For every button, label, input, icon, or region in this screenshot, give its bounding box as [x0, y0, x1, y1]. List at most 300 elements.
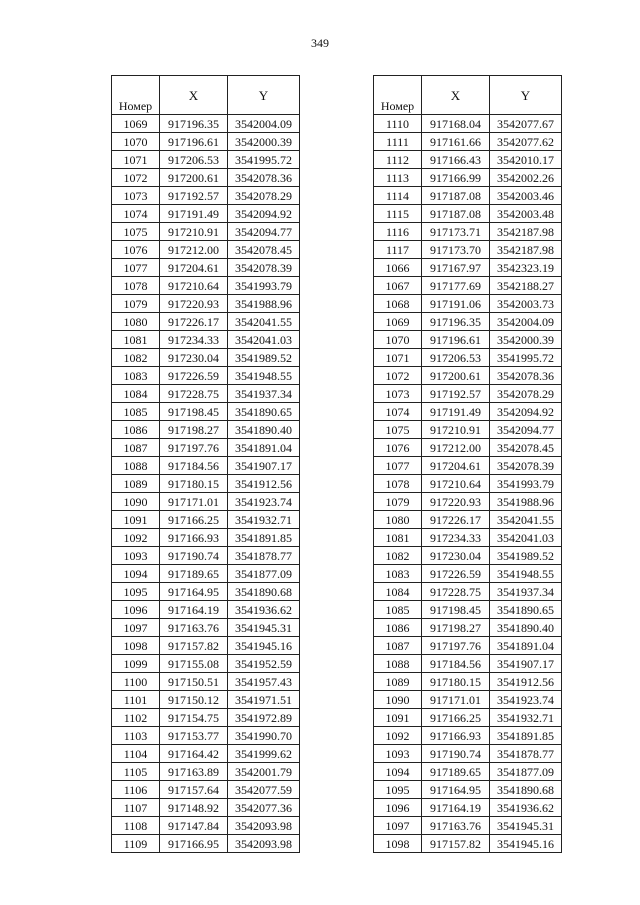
cell-y: 3541948.55 — [490, 565, 562, 583]
table-row — [112, 277, 300, 295]
cell-y: 3541936.62 — [228, 601, 300, 619]
cell-y: 3542187.98 — [490, 223, 562, 241]
cell-number: 1097 — [112, 619, 160, 637]
table-row — [374, 673, 562, 691]
cell-y: 3542003.73 — [490, 295, 562, 313]
cell-y: 3541937.34 — [228, 385, 300, 403]
cell-y: 3542078.39 — [490, 457, 562, 475]
table-row — [374, 709, 562, 727]
cell-x: 917226.17 — [160, 313, 228, 331]
cell-y: 3542077.36 — [228, 799, 300, 817]
table-row — [374, 223, 562, 241]
cell-number: 1078 — [112, 277, 160, 295]
coordinates-table-left — [111, 75, 300, 853]
cell-number: 1089 — [374, 673, 422, 691]
cell-x: 917234.33 — [422, 529, 490, 547]
cell-number: 1069 — [374, 313, 422, 331]
table-row — [374, 115, 562, 133]
cell-y: 3541971.51 — [228, 691, 300, 709]
table-row — [374, 313, 562, 331]
table-row — [374, 745, 562, 763]
table-row — [112, 529, 300, 547]
table-row — [374, 259, 562, 277]
cell-number: 1098 — [374, 835, 422, 853]
cell-y: 3542004.09 — [228, 115, 300, 133]
cell-number: 1080 — [374, 511, 422, 529]
cell-x: 917166.95 — [160, 835, 228, 853]
cell-x: 917184.56 — [422, 655, 490, 673]
table-row — [374, 367, 562, 385]
header-x: X — [160, 76, 228, 115]
cell-number: 1075 — [112, 223, 160, 241]
cell-number: 1109 — [112, 835, 160, 853]
cell-x: 917184.56 — [160, 457, 228, 475]
cell-number: 1076 — [374, 439, 422, 457]
cell-number: 1117 — [374, 241, 422, 259]
cell-y: 3541878.77 — [490, 745, 562, 763]
cell-x: 917164.95 — [422, 781, 490, 799]
cell-y: 3542077.59 — [228, 781, 300, 799]
cell-x: 917164.19 — [422, 799, 490, 817]
cell-x: 917166.43 — [422, 151, 490, 169]
cell-x: 917168.04 — [422, 115, 490, 133]
cell-y: 3542041.55 — [490, 511, 562, 529]
cell-y: 3542078.29 — [490, 385, 562, 403]
cell-number: 1088 — [374, 655, 422, 673]
cell-number: 1084 — [112, 385, 160, 403]
cell-x: 917167.97 — [422, 259, 490, 277]
cell-number: 1091 — [112, 511, 160, 529]
cell-number: 1068 — [374, 295, 422, 313]
cell-x: 917157.82 — [160, 637, 228, 655]
cell-number: 1074 — [374, 403, 422, 421]
table-row — [374, 421, 562, 439]
cell-x: 917155.08 — [160, 655, 228, 673]
cell-number: 1092 — [374, 727, 422, 745]
cell-x: 917153.77 — [160, 727, 228, 745]
cell-x: 917166.99 — [422, 169, 490, 187]
table-row — [112, 295, 300, 313]
table-row — [374, 583, 562, 601]
table-header-row — [374, 76, 562, 115]
cell-y: 3542041.03 — [228, 331, 300, 349]
cell-y: 3541957.43 — [228, 673, 300, 691]
cell-number: 1078 — [374, 475, 422, 493]
cell-number: 1094 — [112, 565, 160, 583]
table-row — [374, 835, 562, 853]
table-row — [374, 547, 562, 565]
table-row — [374, 349, 562, 367]
cell-x: 917197.76 — [160, 439, 228, 457]
cell-y: 3541891.04 — [228, 439, 300, 457]
cell-y: 3542078.45 — [228, 241, 300, 259]
cell-number: 1082 — [112, 349, 160, 367]
cell-x: 917163.76 — [422, 817, 490, 835]
table-row — [112, 493, 300, 511]
table-header-row — [112, 76, 300, 115]
cell-x: 917226.59 — [422, 565, 490, 583]
table-row — [112, 763, 300, 781]
cell-x: 917192.57 — [422, 385, 490, 403]
cell-x: 917150.12 — [160, 691, 228, 709]
table-row — [112, 691, 300, 709]
cell-y: 3541877.09 — [228, 565, 300, 583]
cell-number: 1089 — [112, 475, 160, 493]
cell-x: 917230.04 — [422, 547, 490, 565]
cell-number: 1084 — [374, 583, 422, 601]
table-row — [374, 691, 562, 709]
cell-number: 1085 — [112, 403, 160, 421]
cell-y: 3541912.56 — [490, 673, 562, 691]
cell-number: 1090 — [112, 493, 160, 511]
cell-number: 1081 — [374, 529, 422, 547]
cell-y: 3541891.04 — [490, 637, 562, 655]
cell-number: 1073 — [374, 385, 422, 403]
table-row — [112, 439, 300, 457]
cell-number: 1071 — [374, 349, 422, 367]
cell-x: 917191.06 — [422, 295, 490, 313]
cell-x: 917147.84 — [160, 817, 228, 835]
cell-y: 3541945.31 — [228, 619, 300, 637]
cell-x: 917226.17 — [422, 511, 490, 529]
cell-y: 3541936.62 — [490, 799, 562, 817]
cell-number: 1114 — [374, 187, 422, 205]
cell-y: 3541891.85 — [490, 727, 562, 745]
cell-number: 1115 — [374, 205, 422, 223]
cell-x: 917196.61 — [160, 133, 228, 151]
cell-x: 917171.01 — [160, 493, 228, 511]
cell-y: 3541972.89 — [228, 709, 300, 727]
cell-y: 3541945.31 — [490, 817, 562, 835]
table-row — [112, 601, 300, 619]
cell-x: 917164.19 — [160, 601, 228, 619]
cell-y: 3542010.17 — [490, 151, 562, 169]
cell-x: 917196.35 — [422, 313, 490, 331]
cell-number: 1098 — [112, 637, 160, 655]
cell-y: 3541932.71 — [228, 511, 300, 529]
table-row — [374, 781, 562, 799]
cell-number: 1096 — [374, 799, 422, 817]
table-row — [374, 475, 562, 493]
cell-x: 917187.08 — [422, 205, 490, 223]
table-row — [112, 475, 300, 493]
cell-x: 917192.57 — [160, 187, 228, 205]
cell-x: 917164.95 — [160, 583, 228, 601]
cell-x: 917171.01 — [422, 691, 490, 709]
cell-number: 1070 — [374, 331, 422, 349]
cell-number: 1072 — [374, 367, 422, 385]
cell-y: 3542004.09 — [490, 313, 562, 331]
cell-number: 1087 — [374, 637, 422, 655]
cell-y: 3541891.85 — [228, 529, 300, 547]
cell-y: 3542002.26 — [490, 169, 562, 187]
table-row — [112, 223, 300, 241]
table-row — [112, 511, 300, 529]
table-row — [112, 313, 300, 331]
table-row — [112, 799, 300, 817]
cell-number: 1106 — [112, 781, 160, 799]
cell-x: 917173.70 — [422, 241, 490, 259]
table-row — [112, 565, 300, 583]
table-row — [374, 637, 562, 655]
cell-number: 1075 — [374, 421, 422, 439]
cell-number: 1072 — [112, 169, 160, 187]
cell-y: 3541923.74 — [228, 493, 300, 511]
cell-x: 917166.25 — [160, 511, 228, 529]
table-row — [374, 565, 562, 583]
cell-x: 917197.76 — [422, 637, 490, 655]
cell-number: 1087 — [112, 439, 160, 457]
table-row — [112, 547, 300, 565]
table-row — [374, 385, 562, 403]
cell-y: 3541993.79 — [490, 475, 562, 493]
cell-y: 3541890.40 — [228, 421, 300, 439]
coordinates-table-right — [373, 75, 562, 853]
cell-x: 917196.61 — [422, 331, 490, 349]
cell-x: 917220.93 — [422, 493, 490, 511]
cell-y: 3542000.39 — [228, 133, 300, 151]
cell-number: 1069 — [112, 115, 160, 133]
cell-y: 3542323.19 — [490, 259, 562, 277]
cell-x: 917210.91 — [422, 421, 490, 439]
table-row — [112, 583, 300, 601]
table-row — [374, 817, 562, 835]
cell-number: 1086 — [374, 619, 422, 637]
cell-y: 3541890.65 — [228, 403, 300, 421]
cell-number: 1082 — [374, 547, 422, 565]
cell-x: 917173.71 — [422, 223, 490, 241]
cell-y: 3541923.74 — [490, 691, 562, 709]
cell-x: 917196.35 — [160, 115, 228, 133]
cell-y: 3541952.59 — [228, 655, 300, 673]
table-row — [112, 727, 300, 745]
table-row — [112, 817, 300, 835]
cell-number: 1074 — [112, 205, 160, 223]
cell-y: 3541932.71 — [490, 709, 562, 727]
cell-number: 1076 — [112, 241, 160, 259]
cell-y: 3541999.62 — [228, 745, 300, 763]
cell-x: 917190.74 — [160, 547, 228, 565]
table-row — [112, 115, 300, 133]
cell-x: 917212.00 — [160, 241, 228, 259]
cell-x: 917180.15 — [160, 475, 228, 493]
cell-number: 1112 — [374, 151, 422, 169]
cell-x: 917200.61 — [422, 367, 490, 385]
cell-x: 917198.45 — [160, 403, 228, 421]
cell-number: 1093 — [374, 745, 422, 763]
header-x: X — [422, 76, 490, 115]
cell-number: 1091 — [374, 709, 422, 727]
table-row — [112, 655, 300, 673]
cell-y: 3541945.16 — [228, 637, 300, 655]
cell-x: 917198.45 — [422, 601, 490, 619]
cell-y: 3541890.65 — [490, 601, 562, 619]
table-row — [112, 349, 300, 367]
header-nomer: Номер — [112, 76, 160, 115]
cell-y: 3541995.72 — [228, 151, 300, 169]
table-row — [374, 799, 562, 817]
cell-x: 917206.53 — [160, 151, 228, 169]
cell-y: 3542000.39 — [490, 331, 562, 349]
table-row — [112, 457, 300, 475]
cell-number: 1110 — [374, 115, 422, 133]
table-row — [112, 169, 300, 187]
cell-number: 1105 — [112, 763, 160, 781]
table-row — [112, 331, 300, 349]
cell-x: 917191.49 — [422, 403, 490, 421]
table-row — [112, 133, 300, 151]
cell-x: 917190.74 — [422, 745, 490, 763]
cell-y: 3541890.68 — [228, 583, 300, 601]
cell-number: 1086 — [112, 421, 160, 439]
table-row — [374, 727, 562, 745]
cell-y: 3541890.40 — [490, 619, 562, 637]
cell-y: 3542077.62 — [490, 133, 562, 151]
cell-x: 917210.64 — [160, 277, 228, 295]
cell-x: 917198.27 — [422, 619, 490, 637]
cell-number: 1090 — [374, 691, 422, 709]
cell-y: 3542001.79 — [228, 763, 300, 781]
table-row — [112, 241, 300, 259]
cell-x: 917204.61 — [422, 457, 490, 475]
cell-x: 917220.93 — [160, 295, 228, 313]
cell-y: 3542078.45 — [490, 439, 562, 457]
table-row — [374, 403, 562, 421]
cell-number: 1107 — [112, 799, 160, 817]
table-row — [112, 421, 300, 439]
table-row — [112, 205, 300, 223]
table-row — [374, 241, 562, 259]
cell-number: 1099 — [112, 655, 160, 673]
cell-number: 1111 — [374, 133, 422, 151]
table-row — [112, 835, 300, 853]
cell-x: 917163.89 — [160, 763, 228, 781]
cell-y: 3542003.48 — [490, 205, 562, 223]
cell-y: 3541890.68 — [490, 781, 562, 799]
cell-x: 917226.59 — [160, 367, 228, 385]
cell-number: 1079 — [374, 493, 422, 511]
cell-y: 3541878.77 — [228, 547, 300, 565]
table-row — [374, 601, 562, 619]
page-number: 349 — [311, 36, 329, 50]
cell-y: 3541912.56 — [228, 475, 300, 493]
cell-y: 3541937.34 — [490, 583, 562, 601]
cell-x: 917166.93 — [160, 529, 228, 547]
cell-number: 1081 — [112, 331, 160, 349]
cell-x: 917228.75 — [422, 583, 490, 601]
cell-y: 3541877.09 — [490, 763, 562, 781]
cell-number: 1073 — [112, 187, 160, 205]
cell-number: 1113 — [374, 169, 422, 187]
cell-number: 1077 — [374, 457, 422, 475]
cell-x: 917150.51 — [160, 673, 228, 691]
table-row — [112, 673, 300, 691]
table-row — [112, 709, 300, 727]
cell-y: 3542094.92 — [490, 403, 562, 421]
cell-y: 3542094.77 — [228, 223, 300, 241]
cell-x: 917177.69 — [422, 277, 490, 295]
cell-y: 3541988.96 — [228, 295, 300, 313]
cell-number: 1080 — [112, 313, 160, 331]
table-row — [374, 133, 562, 151]
cell-number: 1079 — [112, 295, 160, 313]
cell-number: 1092 — [112, 529, 160, 547]
cell-y: 3542041.03 — [490, 529, 562, 547]
cell-y: 3542188.27 — [490, 277, 562, 295]
table-row — [374, 331, 562, 349]
cell-y: 3542093.98 — [228, 835, 300, 853]
cell-x: 917189.65 — [160, 565, 228, 583]
cell-number: 1093 — [112, 547, 160, 565]
table-row — [112, 367, 300, 385]
cell-x: 917204.61 — [160, 259, 228, 277]
table-row — [374, 529, 562, 547]
cell-number: 1116 — [374, 223, 422, 241]
cell-number: 1108 — [112, 817, 160, 835]
cell-number: 1066 — [374, 259, 422, 277]
cell-y: 3542078.36 — [228, 169, 300, 187]
cell-number: 1083 — [374, 565, 422, 583]
cell-number: 1077 — [112, 259, 160, 277]
table-row — [112, 619, 300, 637]
cell-y: 3541993.79 — [228, 277, 300, 295]
table-row — [112, 151, 300, 169]
cell-y: 3542041.55 — [228, 313, 300, 331]
table-row — [112, 187, 300, 205]
cell-y: 3542094.77 — [490, 421, 562, 439]
table-row — [374, 277, 562, 295]
table-row — [374, 493, 562, 511]
cell-x: 917210.64 — [422, 475, 490, 493]
cell-y: 3542187.98 — [490, 241, 562, 259]
cell-x: 917200.61 — [160, 169, 228, 187]
cell-number: 1083 — [112, 367, 160, 385]
cell-number: 1094 — [374, 763, 422, 781]
cell-x: 917210.91 — [160, 223, 228, 241]
table-row — [374, 763, 562, 781]
cell-x: 917206.53 — [422, 349, 490, 367]
cell-x: 917154.75 — [160, 709, 228, 727]
cell-number: 1101 — [112, 691, 160, 709]
cell-x: 917198.27 — [160, 421, 228, 439]
cell-y: 3542077.67 — [490, 115, 562, 133]
cell-y: 3541907.17 — [228, 457, 300, 475]
header-y: Y — [228, 76, 300, 115]
cell-x: 917191.49 — [160, 205, 228, 223]
table-row — [374, 619, 562, 637]
cell-x: 917157.64 — [160, 781, 228, 799]
cell-number: 1085 — [374, 601, 422, 619]
cell-y: 3541995.72 — [490, 349, 562, 367]
cell-number: 1100 — [112, 673, 160, 691]
cell-x: 917212.00 — [422, 439, 490, 457]
cell-y: 3541948.55 — [228, 367, 300, 385]
table-row — [112, 781, 300, 799]
cell-number: 1071 — [112, 151, 160, 169]
table-row — [112, 259, 300, 277]
cell-number: 1088 — [112, 457, 160, 475]
cell-x: 917166.25 — [422, 709, 490, 727]
cell-x: 917187.08 — [422, 187, 490, 205]
cell-x: 917230.04 — [160, 349, 228, 367]
table-row — [374, 187, 562, 205]
cell-y: 3542003.46 — [490, 187, 562, 205]
table-row — [112, 385, 300, 403]
table-row — [112, 637, 300, 655]
cell-x: 917163.76 — [160, 619, 228, 637]
table-row — [374, 295, 562, 313]
cell-number: 1095 — [112, 583, 160, 601]
